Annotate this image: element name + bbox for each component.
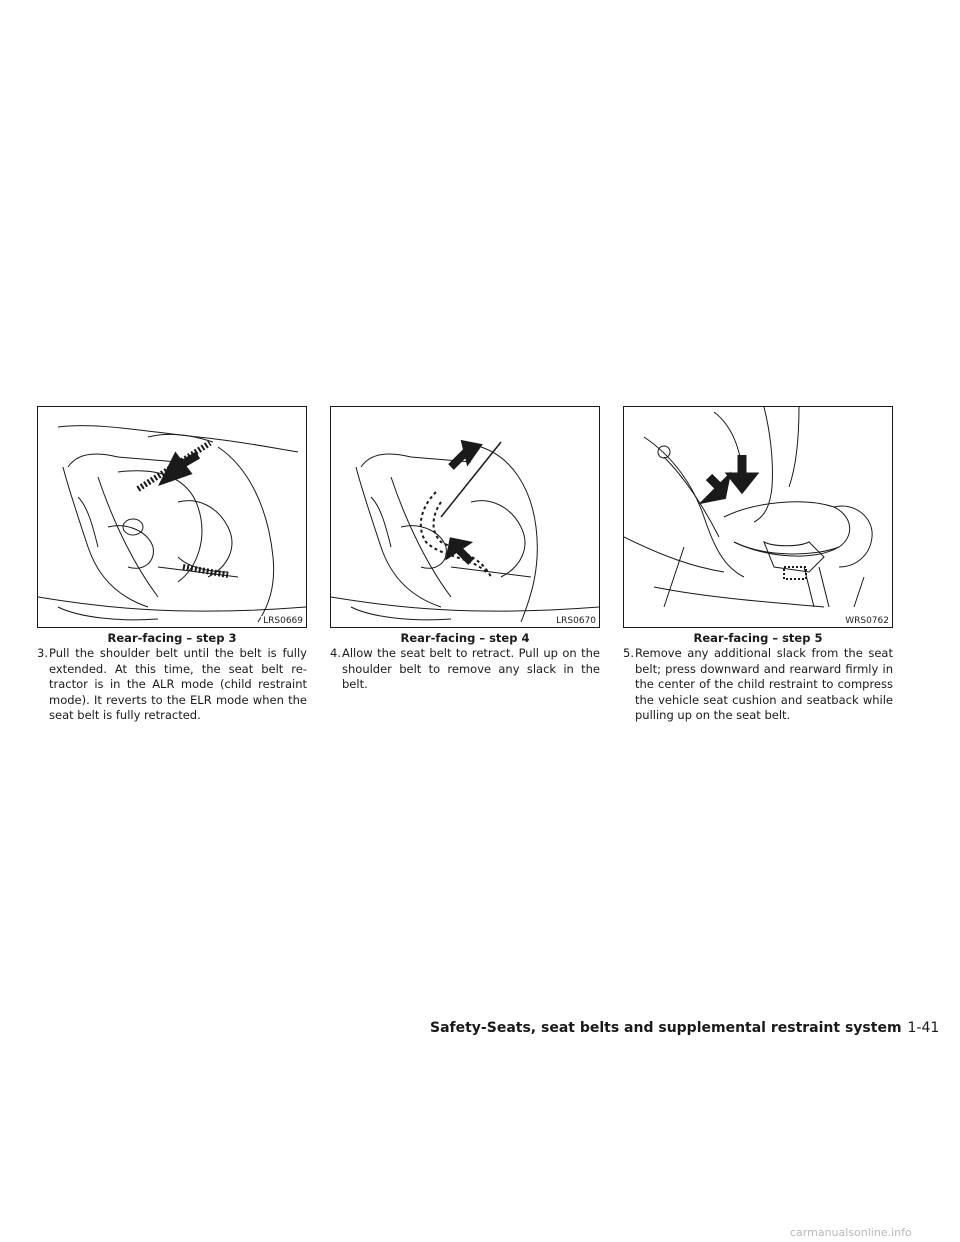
figure-step-3 xyxy=(37,406,307,628)
step-number: 5. xyxy=(623,646,634,660)
figure-step-4 xyxy=(330,406,600,628)
step-number: 4. xyxy=(330,646,341,660)
illustration-step-3 xyxy=(38,407,306,627)
step-description: Remove any additional slack from the seat belt; press downward and rearward firmly in the center of the child restraint to compress the vehicle seat cushion and seatback while pulling up on the seat belt. xyxy=(635,646,893,722)
step-5-text xyxy=(623,646,893,724)
watermark: carmanualsonline.info xyxy=(790,1226,912,1239)
step-5-column xyxy=(623,406,893,724)
step-4-column xyxy=(330,406,600,693)
figure-caption: Rear-facing – step 3 xyxy=(107,631,237,645)
illustration-step-4 xyxy=(331,407,599,627)
step-description: Pull the shoulder belt until the belt is fully extended. At this time, the seat belt re-tractor is in the ALR mode (child restraint mode). It reverts to the ELR mode when the seat belt is fully retracted. xyxy=(49,646,307,722)
figure-code: LRS0669 xyxy=(263,616,303,626)
page-footer xyxy=(430,1020,940,1036)
figure-caption: Rear-facing – step 5 xyxy=(693,631,823,645)
page-number: 1-41 xyxy=(907,1020,940,1036)
figure-caption: Rear-facing – step 4 xyxy=(400,631,530,645)
section-title: Safety-Seats, seat belts and supplemental restraint system xyxy=(430,1020,902,1036)
step-3-column xyxy=(37,406,307,724)
figure-code: WRS0762 xyxy=(845,616,889,626)
step-3-text xyxy=(37,646,307,724)
figure-code: LRS0670 xyxy=(556,616,596,626)
illustration-step-5 xyxy=(624,407,892,627)
step-4-text xyxy=(330,646,600,693)
step-number: 3. xyxy=(37,646,48,660)
figure-step-5 xyxy=(623,406,893,628)
step-description: Allow the seat belt to retract. Pull up on the shoulder belt to remove any slack in the belt. xyxy=(342,646,600,691)
